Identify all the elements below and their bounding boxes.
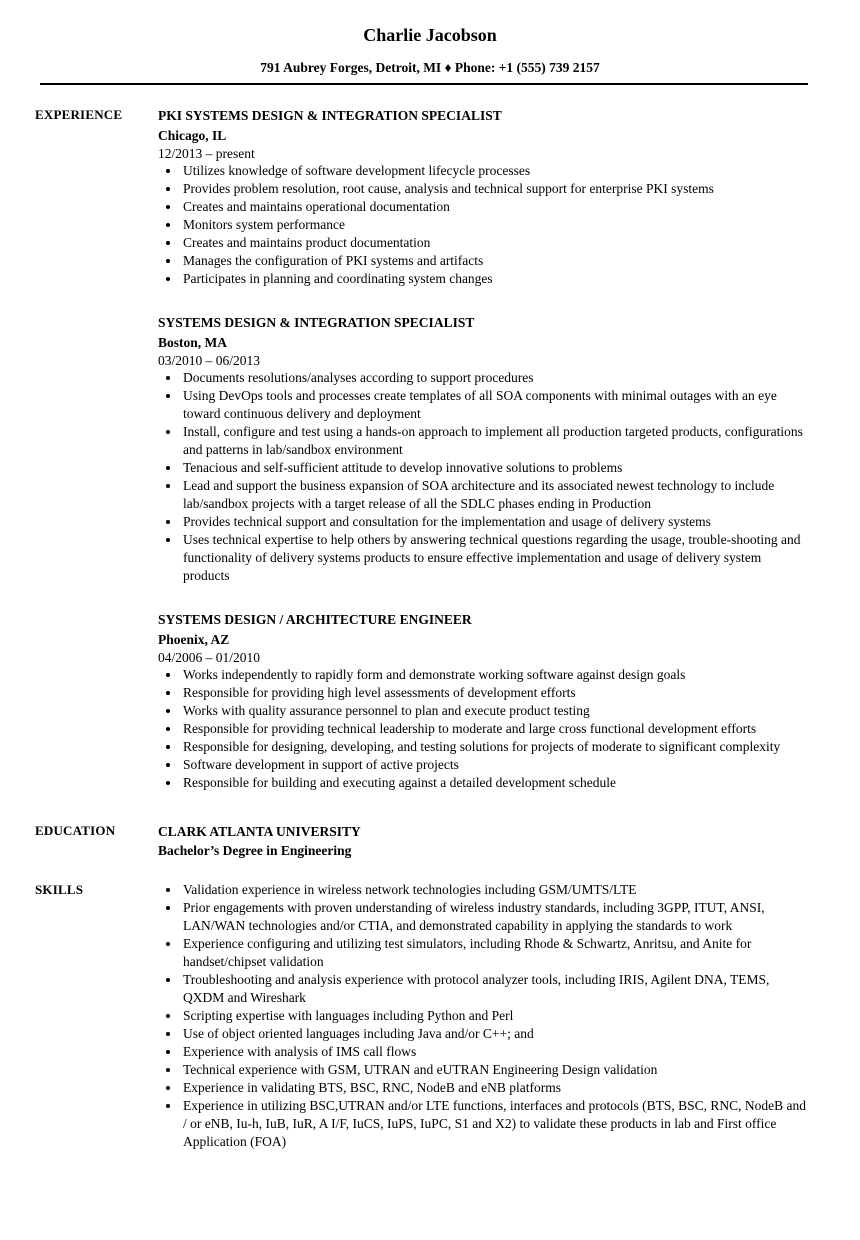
bullet-item: • Works independently to rapidly form and demonstrate working software against design goals [181,666,810,684]
job-bullet-list [158,369,810,585]
resume-header [0,25,860,85]
job-title: SYSTEMS DESIGN / ARCHITECTURE ENGINEER [158,612,472,627]
job-bullet-list [158,162,810,288]
job-dates: 12/2013 – present [158,146,255,161]
bullet-item: • Creates and maintains product documentation [181,234,810,252]
bullet-item: • Scripting expertise with languages including Python and Perl [181,1007,810,1025]
job-dates: 04/2006 – 01/2010 [158,650,261,665]
bullet-item: • Monitors system performance [181,216,810,234]
bullet-item: • Utilizes knowledge of software development lifecycle processes [181,162,810,180]
bullet-item: • Software development in support of active projects [181,756,810,774]
education-content [158,822,810,860]
degree-name: Bachelor’s Degree in Engineering [158,843,352,858]
school-name: CLARK ATLANTA UNIVERSITY [158,824,361,839]
job-entry [158,313,810,585]
header-divider [40,83,808,85]
skills-bullet-list [158,881,810,1151]
job-location: Chicago, IL [158,128,227,143]
bullet-item: • Experience with analysis of IMS call flows [181,1043,810,1061]
job-title: SYSTEMS DESIGN & INTEGRATION SPECIALIST [158,315,475,330]
candidate-name: Charlie Jacobson [363,25,497,45]
bullet-item: • Using DevOps tools and processes create templates of all SOA components with minimal outages with an eye toward continuous delivery and deployment [181,387,810,423]
bullet-item: • Troubleshooting and analysis experience with protocol analyzer tools, including IRIS, Agilent DNA, TEMS, QXDM and Wireshark [181,971,810,1007]
education-section [0,822,860,860]
experience-section [0,106,860,792]
skills-content [158,881,810,1151]
job-bullet-list [158,666,810,792]
job-dates: 03/2010 – 06/2013 [158,353,261,368]
bullet-item: • Documents resolutions/analyses according to support procedures [181,369,810,387]
bullet-item: • Provides problem resolution, root cause, analysis and technical support for enterprise PKI systems [181,180,810,198]
bullet-item: • Technical experience with GSM, UTRAN and eUTRAN Engineering Design validation [181,1061,810,1079]
bullet-item: • Experience in utilizing BSC,UTRAN and/or LTE functions, interfaces and protocols (BTS, BSC, RNC, NodeB and / or eNB, Iu-h, IuB, IuR, A I/F, IuCS, IuPS, IuPC, S1 and X2) to validate these products in lab and First office Application (FOA) [181,1097,810,1151]
contact-line: 791 Aubrey Forges, Detroit, MI ♦ Phone: +1 (555) 739 2157 [260,60,600,75]
bullet-item: • Responsible for providing technical leadership to moderate and large cross functional development efforts [181,720,810,738]
bullet-item: • Tenacious and self-sufficient attitude to develop innovative solutions to problems [181,459,810,477]
bullet-item: • Install, configure and test using a hands-on approach to implement all production targeted products, configurations and patterns in lab/sandbox environment [181,423,810,459]
bullet-item: • Experience in validating BTS, BSC, RNC, NodeB and eNB platforms [181,1079,810,1097]
bullet-item: • Prior engagements with proven understanding of wireless industry standards, including 3GPP, ITUT, ANSI, LAN/WAN technologies and/or CTIA, and demonstrated capability in applying the standards to work [181,899,810,935]
job-entry [158,610,810,792]
job-location: Phoenix, AZ [158,632,230,647]
bullet-item: • Validation experience in wireless network technologies including GSM/UMTS/LTE [181,881,810,899]
bullet-item: • Experience configuring and utilizing test simulators, including Rhode & Schwartz, Anritsu, and Anite for handset/chipset validation [181,935,810,971]
job-title: PKI SYSTEMS DESIGN & INTEGRATION SPECIALIST [158,108,502,123]
bullet-item: • Use of object oriented languages including Java and/or C++; and [181,1025,810,1043]
bullet-item: • Provides technical support and consultation for the implementation and usage of delivery systems [181,513,810,531]
bullet-item: • Responsible for designing, developing, and testing solutions for projects of moderate to significant complexity [181,738,810,756]
bullet-item: • Manages the configuration of PKI systems and artifacts [181,252,810,270]
section-label-experience: EXPERIENCE [35,107,123,122]
section-label-education: EDUCATION [35,823,116,838]
job-entry [158,106,810,288]
job-location: Boston, MA [158,335,228,350]
bullet-item: • Uses technical expertise to help others by answering technical questions regarding the usage, trouble-shooting and functionality of delivery systems products to ensure effective implementation and usage of delivery system products [181,531,810,585]
skills-section [0,881,860,1151]
bullet-item: • Responsible for providing high level assessments of development efforts [181,684,810,702]
bullet-item: • Participates in planning and coordinating system changes [181,270,810,288]
bullet-item: • Responsible for building and executing against a detailed development schedule [181,774,810,792]
bullet-item: • Works with quality assurance personnel to plan and execute product testing [181,702,810,720]
bullet-item: • Lead and support the business expansion of SOA architecture and its associated newest technology to include lab/sandbox projects with a target release of all the SDLC phases ending in Production [181,477,810,513]
section-label-skills: SKILLS [35,882,84,897]
bullet-item: • Creates and maintains operational documentation [181,198,810,216]
experience-content [158,106,810,792]
